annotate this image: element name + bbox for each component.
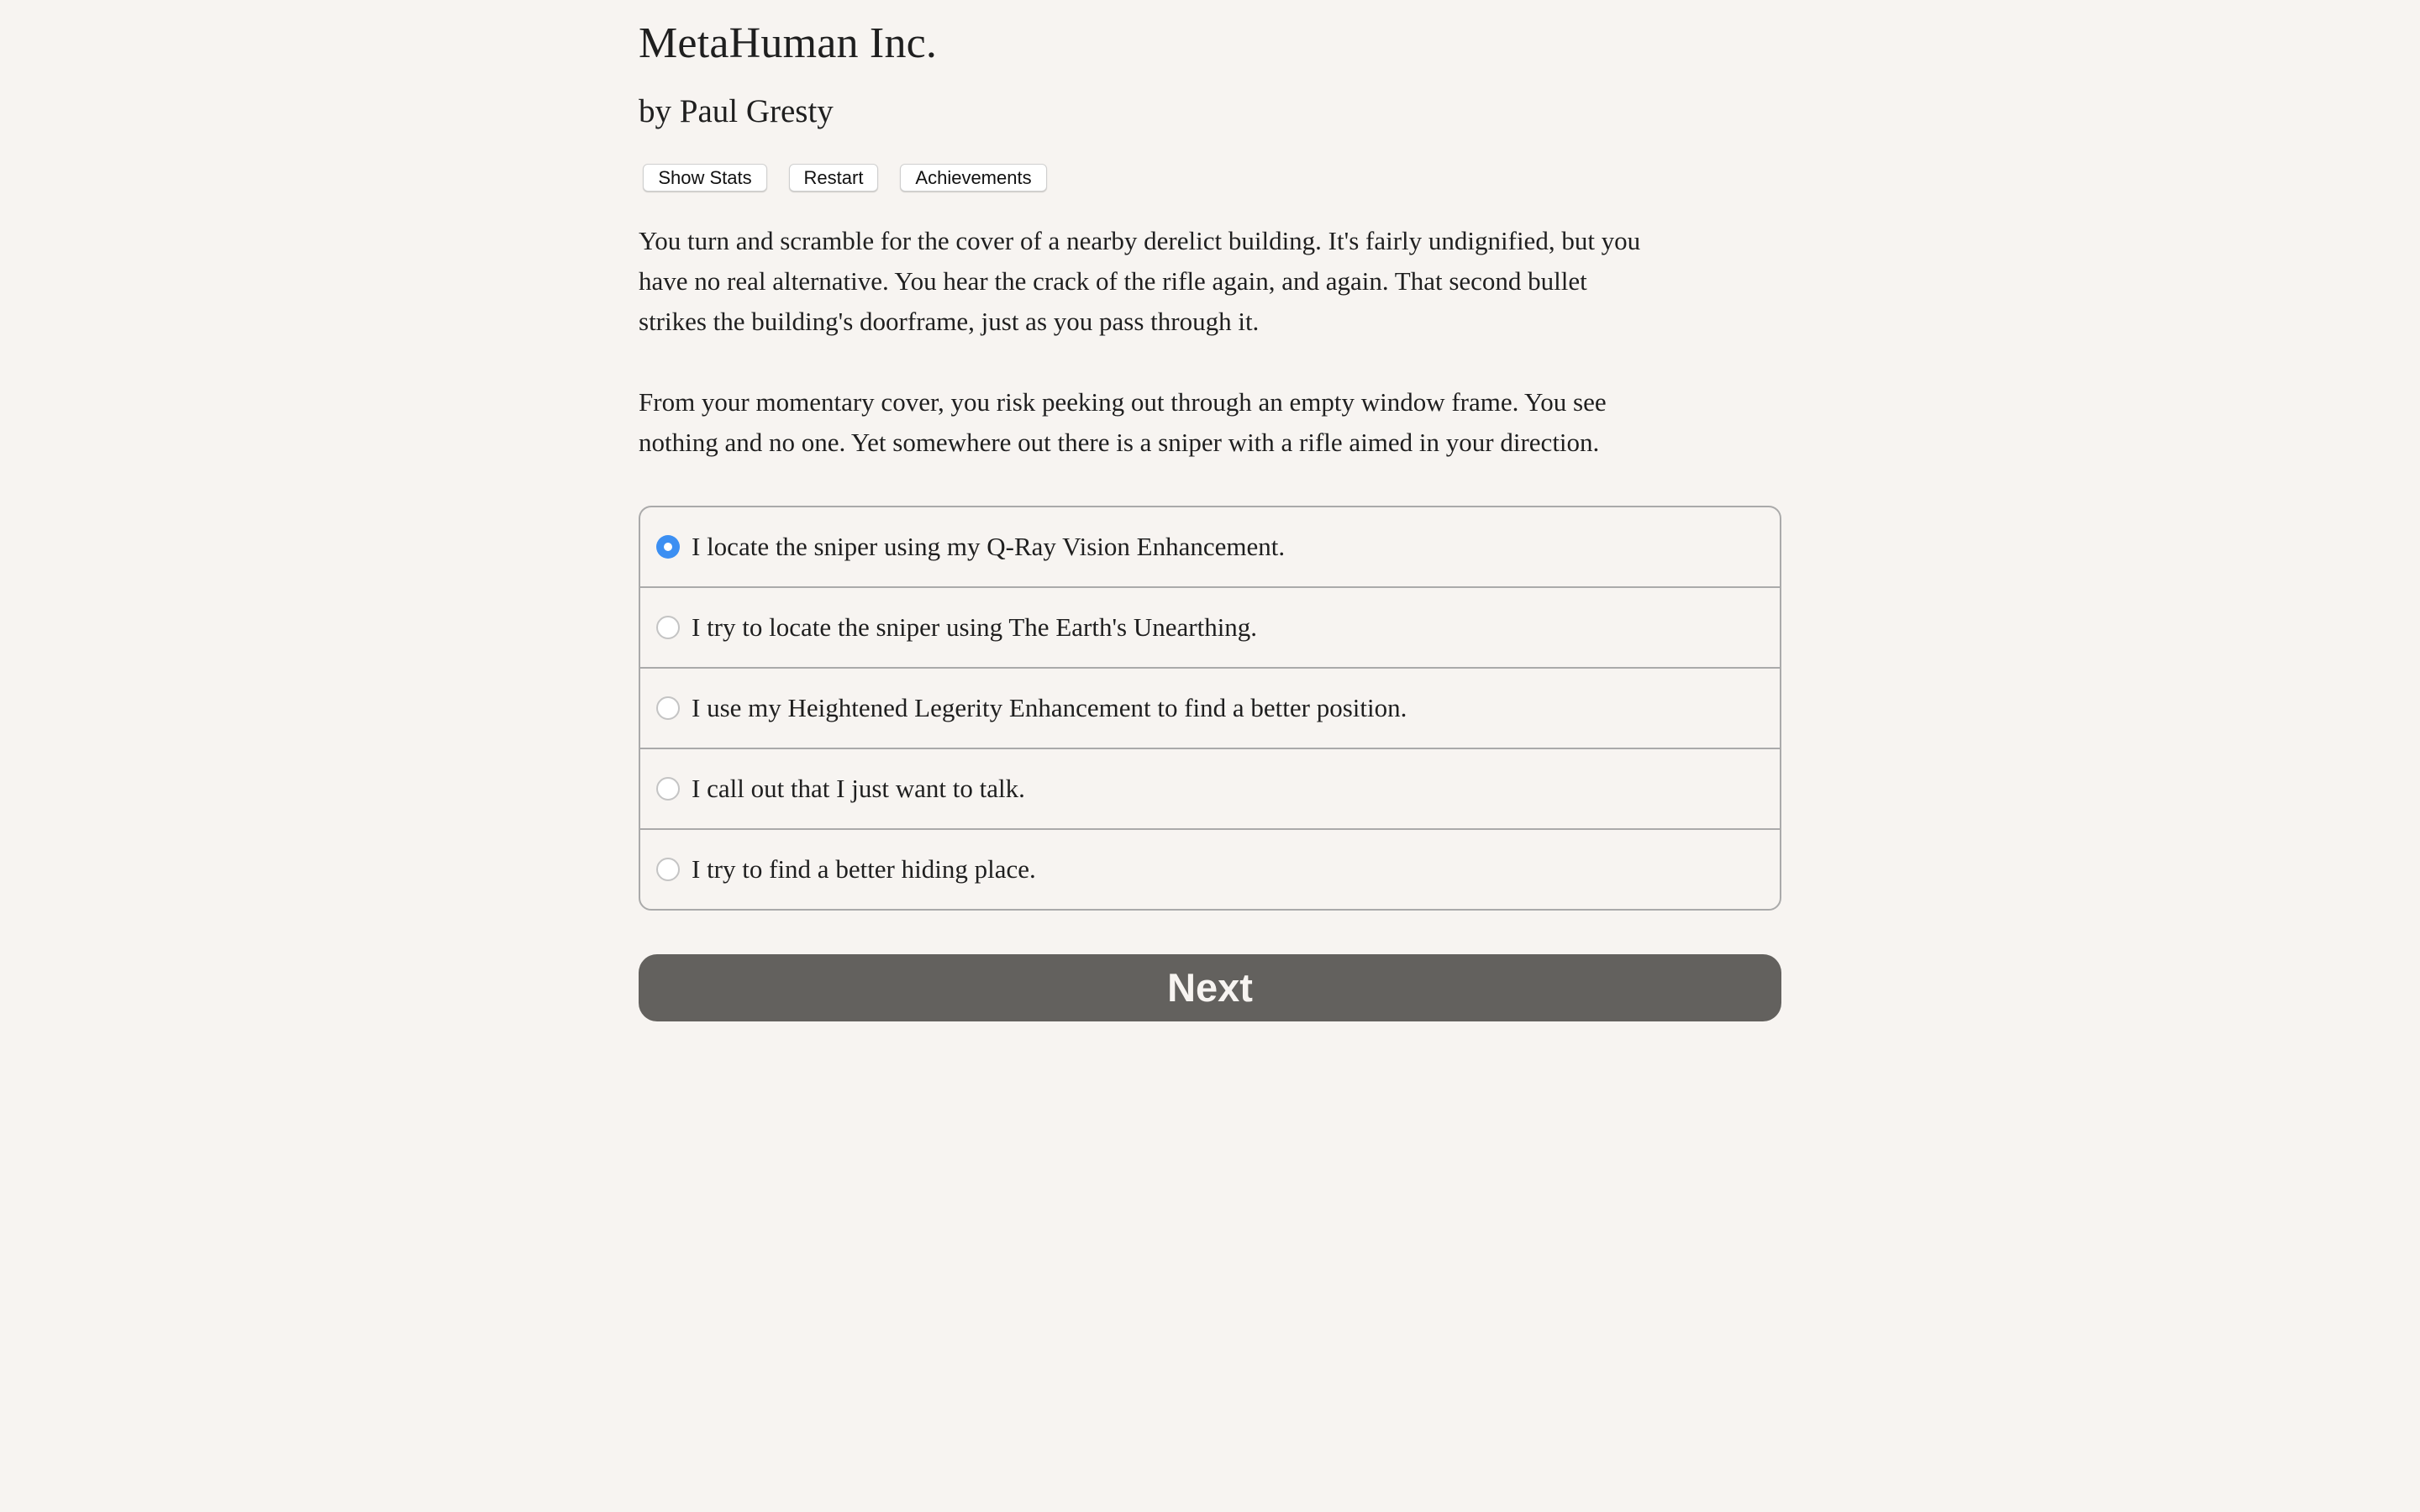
choice-label: I call out that I just want to talk. (692, 774, 1025, 803)
game-title: MetaHuman Inc. (639, 19, 938, 67)
achievements-button[interactable]: Achievements (900, 164, 1047, 192)
radio-unselected-icon[interactable] (656, 858, 680, 881)
choice-option-3[interactable] (640, 669, 1780, 749)
radio-selected-icon[interactable] (656, 535, 680, 559)
story-line: You turn and scramble for the cover of a nearby derelict building. It's fairly undignified, but you (639, 226, 1641, 255)
choice-label: I try to find a better hiding place. (692, 854, 1036, 884)
game-author: by Paul Gresty (639, 93, 834, 129)
game-toolbar (643, 164, 1047, 192)
next-button[interactable]: Next (639, 954, 1781, 1021)
choice-option-4[interactable] (640, 749, 1780, 830)
story-paragraph (639, 221, 1798, 342)
restart-button[interactable]: Restart (789, 164, 878, 192)
story-text (639, 221, 1798, 503)
story-paragraph (639, 382, 1798, 463)
choice-list (639, 506, 1781, 911)
story-line: From your momentary cover, you risk peeking out through an empty window frame. You see (639, 387, 1607, 417)
choice-option-1[interactable] (640, 507, 1780, 588)
story-line: have no real alternative. You hear the crack of the rifle again, and again. That second bullet (639, 266, 1587, 296)
choice-option-2[interactable] (640, 588, 1780, 669)
show-stats-button[interactable]: Show Stats (643, 164, 767, 192)
choice-label: I try to locate the sniper using The Earth's Unearthing. (692, 612, 1258, 642)
story-line: strikes the building's doorframe, just as you pass through it. (639, 307, 1260, 336)
story-line: nothing and no one. Yet somewhere out there is a sniper with a rifle aimed in your direction. (639, 428, 1600, 457)
choice-label: I locate the sniper using my Q-Ray Vision Enhancement. (692, 532, 1286, 561)
choice-label: I use my Heightened Legerity Enhancement to find a better position. (692, 693, 1407, 722)
choice-option-5[interactable] (640, 830, 1780, 911)
radio-unselected-icon[interactable] (656, 696, 680, 720)
radio-unselected-icon[interactable] (656, 616, 680, 639)
radio-unselected-icon[interactable] (656, 777, 680, 801)
